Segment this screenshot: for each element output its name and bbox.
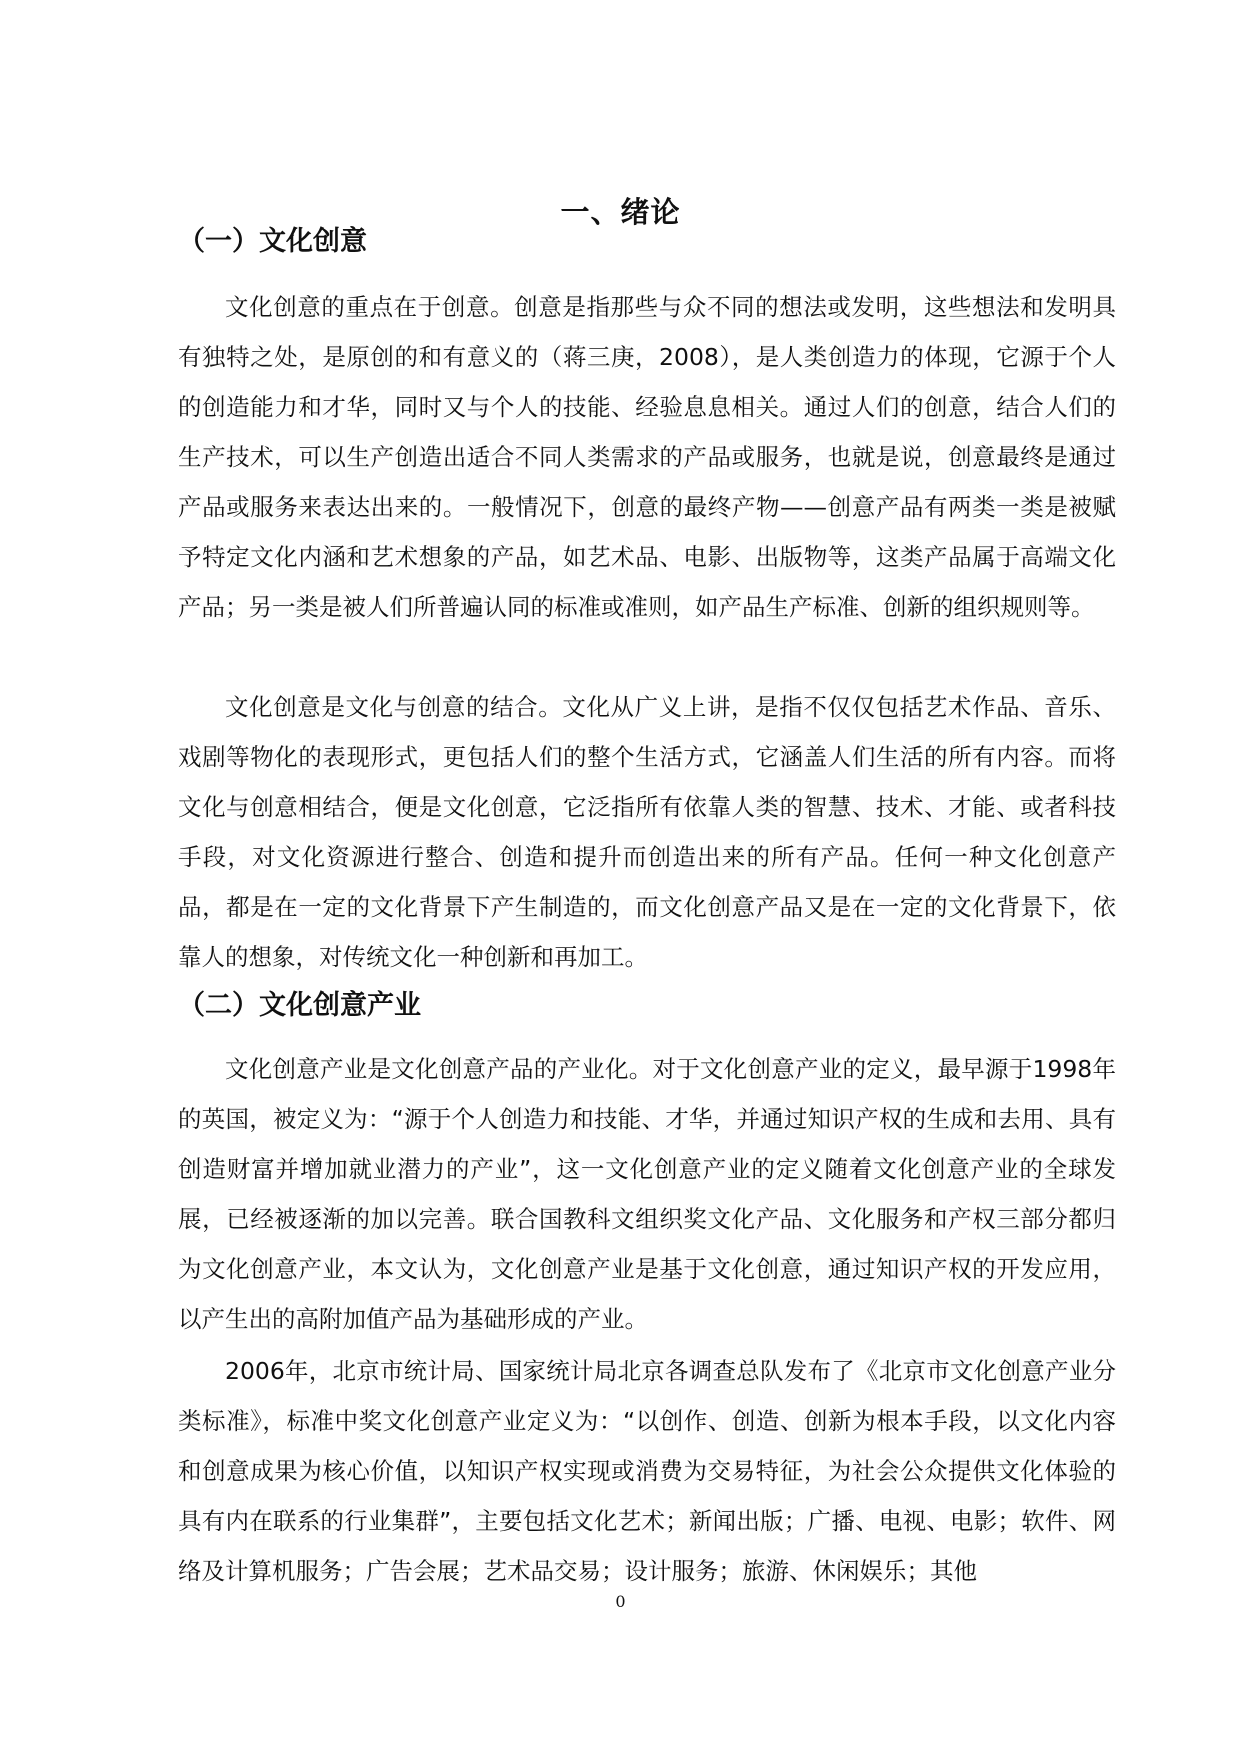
- page-number: 0: [615, 1592, 626, 1611]
- chapter-title: 一、绪论: [560, 195, 681, 229]
- section-heading-cultural-creativity: （一）文化创意: [178, 226, 367, 257]
- paragraph: 文化创意产业是文化创意产品的产业化。对于文化创意产业的定义，最早源于1998年的英国，被定义为：“源于个人创造力和技能、才华，并通过知识产权的生成和去用、具有创造财富并增加就业潜力的产业”，这一文化创意产业的定义随着文化创意产业的全球发展，已经被逐渐的加以完善。联合国教科文组织奖文化产品、文化服务和产权三部分都归为文化创意产业，本文认为，文化创意产业是基于文化创意，通过知识产权的开发应用，以产生出的高附加值产品为基础形成的产业。: [178, 1055, 1116, 1333]
- paragraph: 文化创意的重点在于创意。创意是指那些与众不同的想法或发明，这些想法和发明具有独特之处，是原创的和有意义的（蒋三庚，2008），是人类创造力的体现，它源于个人的创造能力和才华，同时又与个人的技能、经验息息相关。通过人们的创意，结合人们的生产技术，可以生产创造出适合不同人类需求的产品或服务，也就是说，创意最终是通过产品或服务来表达出来的。一般情况下，创意的最终产物——创意产品有两类一类是被赋予特定文化内涵和艺术想象的产品，如艺术品、电影、出版物等，这类产品属于高端文化产品；另一类是被人们所普遍认同的标准或准则，如产品生产标准、创新的组织规则等。: [178, 293, 1116, 621]
- section-heading-cultural-creative-industry: （二）文化创意产业: [178, 990, 421, 1021]
- paragraph: 文化创意是文化与创意的结合。文化从广义上讲，是指不仅仅包括艺术作品、音乐、戏剧等物化的表现形式，更包括人们的整个生活方式，它涵盖人们生活的所有内容。而将文化与创意相结合，便是文化创意，它泛指所有依靠人类的智慧、技术、才能、或者科技手段，对文化资源进行整合、创造和提升而创造出来的所有产品。任何一种文化创意产品，都是在一定的文化背景下产生制造的，而文化创意产品又是在一定的文化背景下，依靠人的想象，对传统文化一种创新和再加工。: [178, 693, 1116, 971]
- paragraph: 2006年，北京市统计局、国家统计局北京各调查总队发布了《北京市文化创意产业分类标准》，标准中奖文化创意产业定义为：“以创作、创造、创新为根本手段，以文化内容和创意成果为核心价值，以知识产权实现或消费为交易特征，为社会公众提供文化体验的具有内在联系的行业集群”，主要包括文化艺术；新闻出版；广播、电视、电影；软件、网络及计算机服务；广告会展；艺术品交易；设计服务；旅游、休闲娱乐；其他: [178, 1357, 1116, 1585]
